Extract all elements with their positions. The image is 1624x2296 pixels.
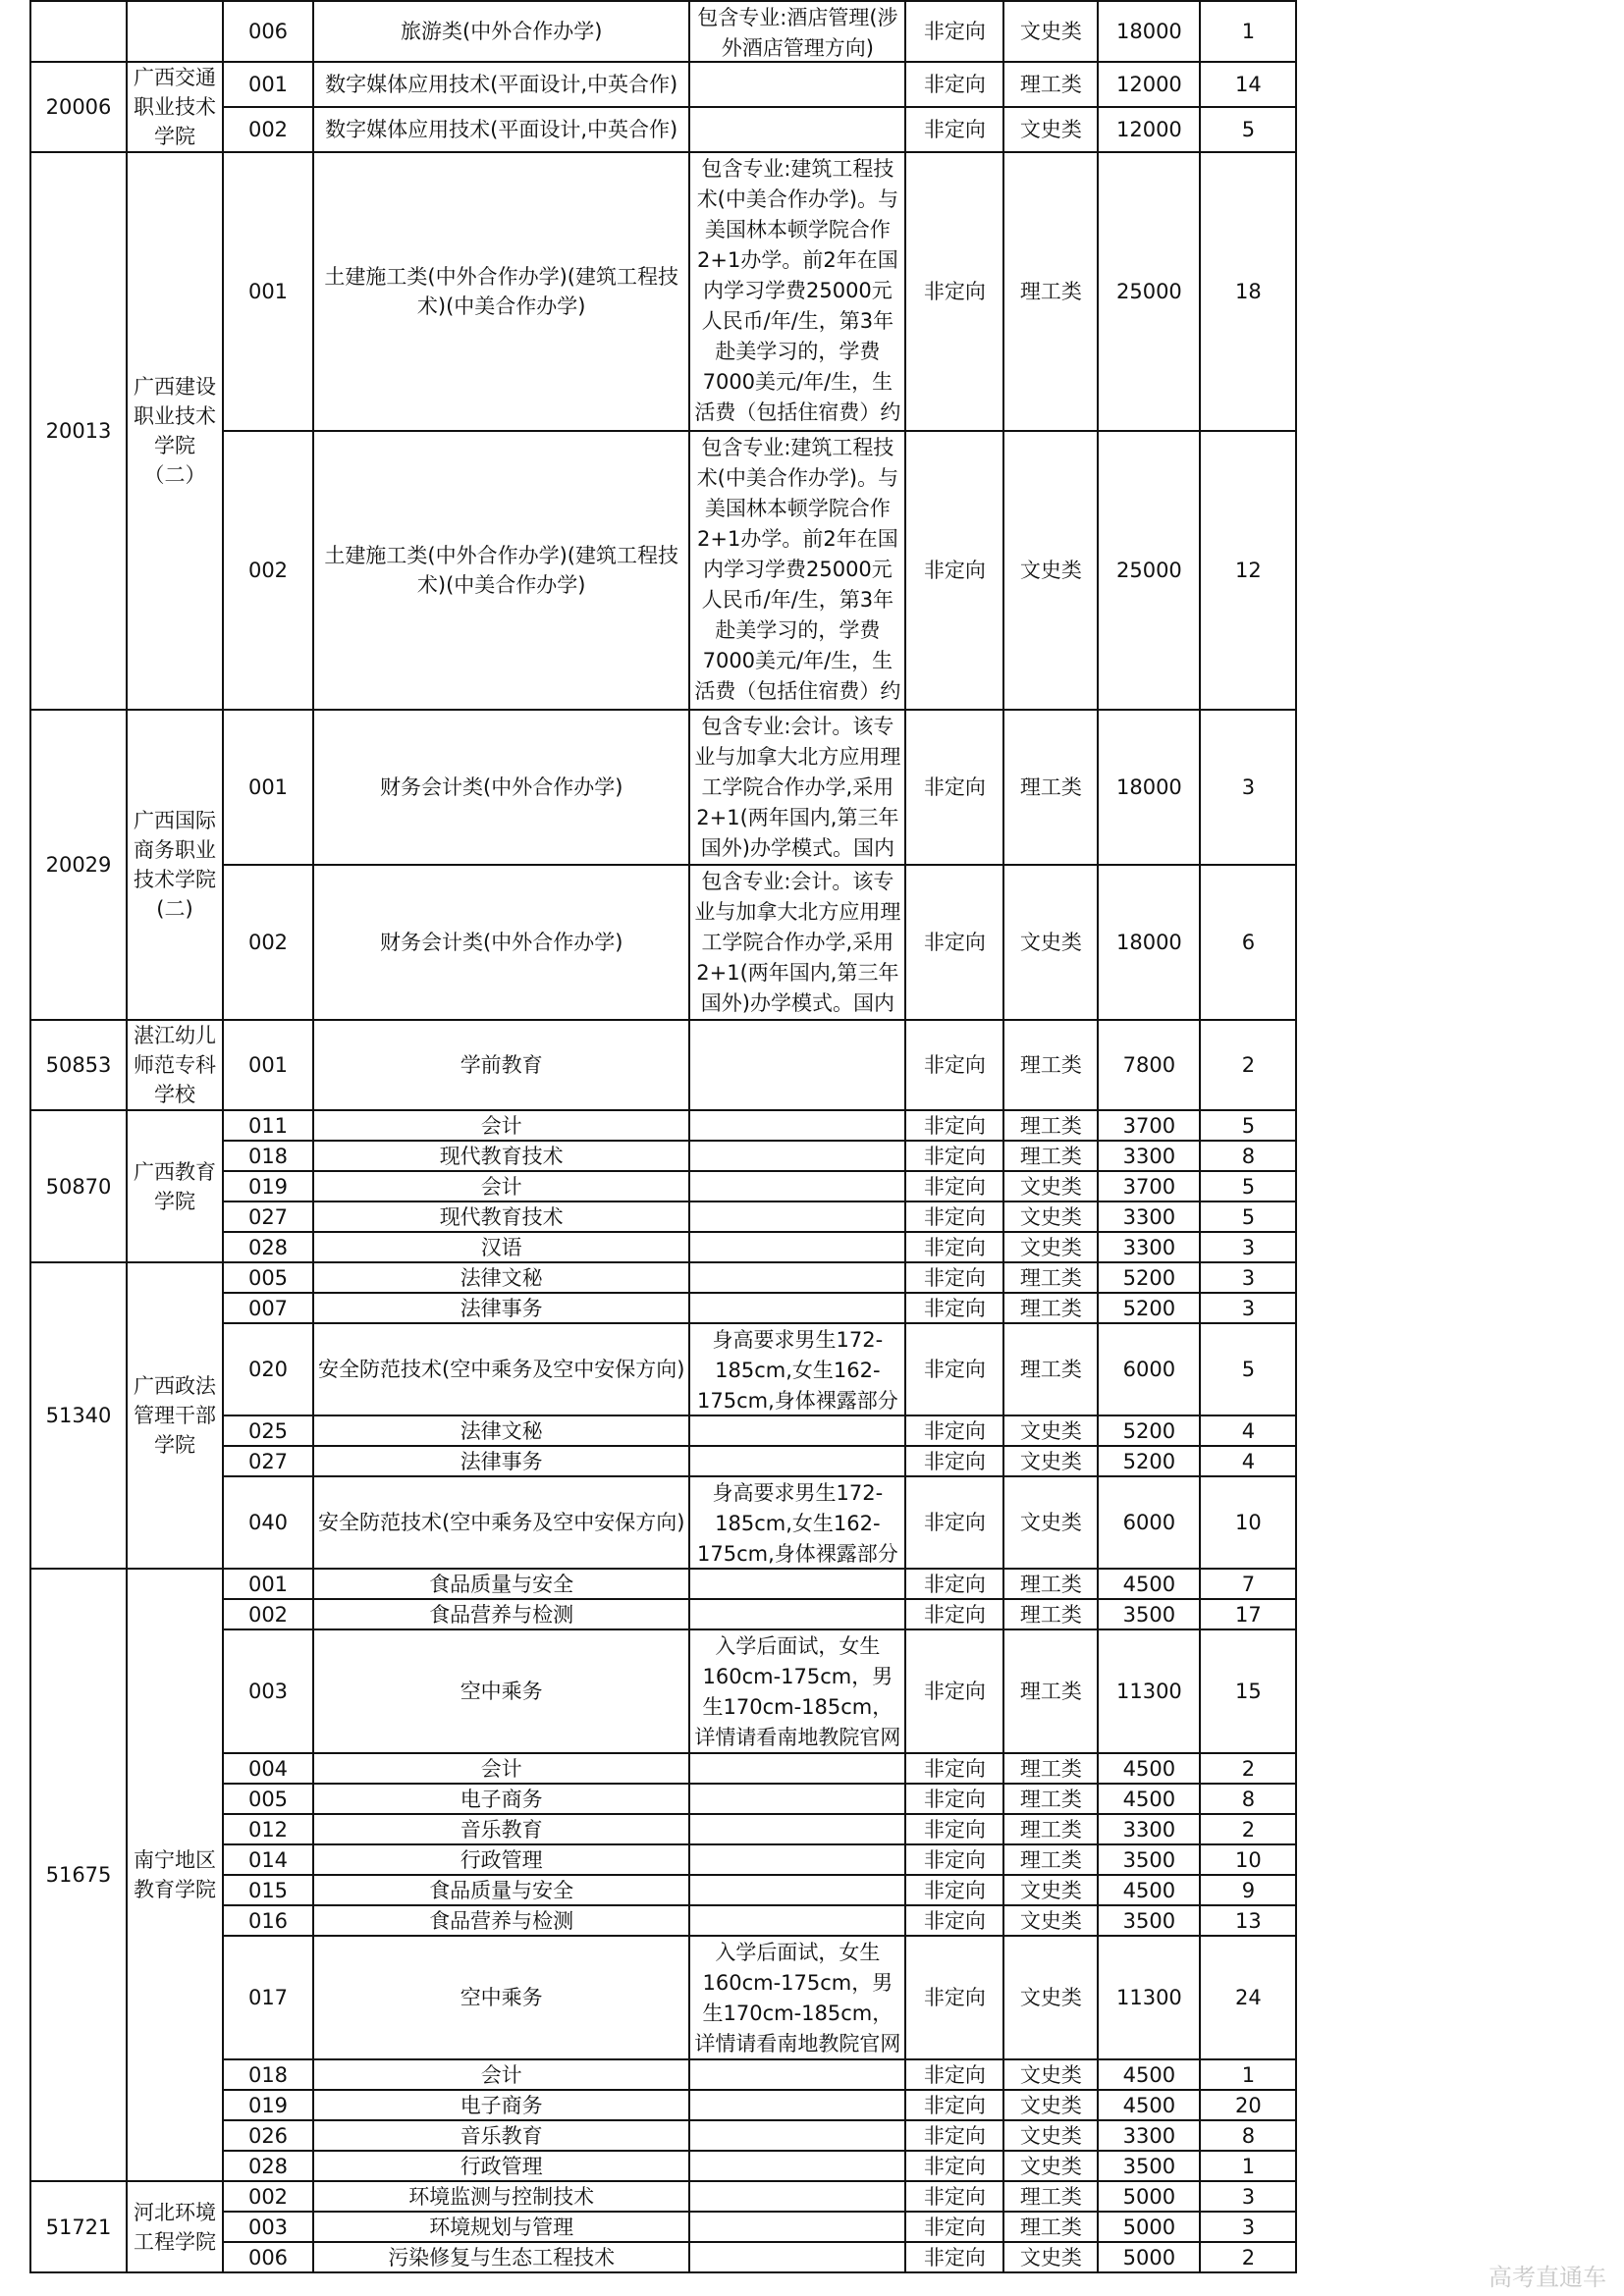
- note-cell: [689, 2242, 905, 2272]
- institution-name: [127, 1, 223, 62]
- table-row: [30, 1110, 1296, 1141]
- category: 文史类: [1003, 1201, 1098, 1232]
- note-cell: [689, 1814, 905, 1844]
- category: 文史类: [1003, 1905, 1098, 1936]
- major-code: 011: [223, 1110, 313, 1141]
- tuition-fee: 3300: [1098, 1141, 1200, 1171]
- tuition-fee: 11300: [1098, 1629, 1200, 1753]
- tuition-fee: 3700: [1098, 1110, 1200, 1141]
- major-code: 016: [223, 1905, 313, 1936]
- note-cell: [689, 1905, 905, 1936]
- institution-name: 广西政法管理干部学院: [127, 1262, 223, 1569]
- major-name: 安全防范技术(空中乘务及空中安保方向): [313, 1323, 689, 1415]
- major-name: 电子商务: [313, 2090, 689, 2120]
- major-name: 现代教育技术: [313, 1141, 689, 1171]
- note-cell: [689, 1875, 905, 1905]
- tuition-fee: 6000: [1098, 1476, 1200, 1569]
- tuition-fee: 3500: [1098, 1599, 1200, 1629]
- category: 文史类: [1003, 1171, 1098, 1201]
- table-row: [30, 1020, 1296, 1110]
- category: 理工类: [1003, 710, 1098, 865]
- tuition-fee: 25000: [1098, 152, 1200, 431]
- major-name: 法律文秘: [313, 1415, 689, 1446]
- institution-name: 湛江幼儿师范专科学校: [127, 1020, 223, 1110]
- tuition-fee: 4500: [1098, 2059, 1200, 2090]
- enrollment-count: 1: [1200, 2059, 1296, 2090]
- enrollment-count: 10: [1200, 1476, 1296, 1569]
- major-name: 会计: [313, 1110, 689, 1141]
- major-name: 行政管理: [313, 1844, 689, 1875]
- major-name: 财务会计类(中外合作办学): [313, 710, 689, 865]
- category: 理工类: [1003, 1569, 1098, 1599]
- major-code: 003: [223, 1629, 313, 1753]
- major-name: 环境监测与控制技术: [313, 2181, 689, 2212]
- major-code: 020: [223, 1323, 313, 1415]
- major-code: 001: [223, 152, 313, 431]
- direction: 非定向: [905, 1446, 1003, 1476]
- note-cell: [689, 2090, 905, 2120]
- category: 文史类: [1003, 1415, 1098, 1446]
- tuition-fee: 4500: [1098, 1753, 1200, 1784]
- note-cell: [689, 1323, 905, 1415]
- note-text: 入学后面试，女生160cm-175cm，男生170cm-185cm，详情请看南地教院官网: [694, 1634, 901, 1749]
- note-text: 包含专业:酒店管理(涉外酒店管理方向): [697, 6, 898, 60]
- institution-code: 51340: [30, 1262, 127, 1569]
- tuition-fee: 3700: [1098, 1171, 1200, 1201]
- note-cell: [689, 1784, 905, 1814]
- major-code: 014: [223, 1844, 313, 1875]
- direction: 非定向: [905, 2181, 1003, 2212]
- institution-code: 51675: [30, 1569, 127, 2181]
- major-name: 学前教育: [313, 1020, 689, 1110]
- direction: 非定向: [905, 1232, 1003, 1262]
- tuition-fee: 5200: [1098, 1446, 1200, 1476]
- category: 理工类: [1003, 1599, 1098, 1629]
- enrollment-count: 3: [1200, 1262, 1296, 1293]
- major-code: 015: [223, 1875, 313, 1905]
- table-row: [30, 1569, 1296, 1599]
- tuition-fee: 6000: [1098, 1323, 1200, 1415]
- major-name: 电子商务: [313, 1784, 689, 1814]
- major-code: 006: [223, 2242, 313, 2272]
- direction: 非定向: [905, 1875, 1003, 1905]
- category: 文史类: [1003, 1875, 1098, 1905]
- tuition-fee: 7800: [1098, 1020, 1200, 1110]
- major-code: 003: [223, 2212, 313, 2242]
- note-cell: [689, 2212, 905, 2242]
- enrollment-count: 10: [1200, 1844, 1296, 1875]
- direction: 非定向: [905, 1141, 1003, 1171]
- note-cell: [689, 1753, 905, 1784]
- enrollment-count: 13: [1200, 1905, 1296, 1936]
- category: 文史类: [1003, 107, 1098, 152]
- tuition-fee: 3500: [1098, 1844, 1200, 1875]
- major-name: 汉语: [313, 1232, 689, 1262]
- note-cell: [689, 431, 905, 710]
- tuition-fee: 18000: [1098, 1, 1200, 62]
- note-cell: [689, 152, 905, 431]
- direction: 非定向: [905, 2120, 1003, 2151]
- note-cell: [689, 107, 905, 152]
- enrollment-count: 8: [1200, 1784, 1296, 1814]
- tuition-fee: 4500: [1098, 1784, 1200, 1814]
- institution-code: 20029: [30, 710, 127, 1020]
- note-cell: [689, 1629, 905, 1753]
- major-code: 002: [223, 865, 313, 1020]
- enrollment-count: 20: [1200, 2090, 1296, 2120]
- institution-name: 广西教育学院: [127, 1110, 223, 1262]
- enrollment-count: 5: [1200, 1323, 1296, 1415]
- enrollment-count: 1: [1200, 1, 1296, 62]
- category: 文史类: [1003, 2242, 1098, 2272]
- major-name: 数字媒体应用技术(平面设计,中英合作): [313, 62, 689, 107]
- category: 理工类: [1003, 1629, 1098, 1753]
- major-code: 002: [223, 2181, 313, 2212]
- table-row: [30, 1, 1296, 62]
- major-name: 数字媒体应用技术(平面设计,中英合作): [313, 107, 689, 152]
- major-code: 028: [223, 1232, 313, 1262]
- category: 文史类: [1003, 1232, 1098, 1262]
- major-code: 027: [223, 1201, 313, 1232]
- note-cell: [689, 1293, 905, 1323]
- enrollment-count: 15: [1200, 1629, 1296, 1753]
- enrollment-count: 8: [1200, 1141, 1296, 1171]
- enrollment-count: 18: [1200, 152, 1296, 431]
- category: 文史类: [1003, 2120, 1098, 2151]
- category: 文史类: [1003, 2090, 1098, 2120]
- institution-code: 20006: [30, 62, 127, 152]
- institution-code: 50870: [30, 1110, 127, 1262]
- category: 文史类: [1003, 1936, 1098, 2059]
- enrollment-count: 17: [1200, 1599, 1296, 1629]
- note-cell: [689, 1599, 905, 1629]
- major-name: 食品营养与检测: [313, 1905, 689, 1936]
- tuition-fee: 5000: [1098, 2181, 1200, 2212]
- category: 文史类: [1003, 1476, 1098, 1569]
- note-cell: [689, 1476, 905, 1569]
- category: 理工类: [1003, 1753, 1098, 1784]
- note-cell: [689, 1844, 905, 1875]
- category: 理工类: [1003, 152, 1098, 431]
- category: 理工类: [1003, 1323, 1098, 1415]
- note-cell: [689, 865, 905, 1020]
- enrollment-count: 9: [1200, 1875, 1296, 1905]
- tuition-fee: 3300: [1098, 1232, 1200, 1262]
- direction: 非定向: [905, 1110, 1003, 1141]
- major-name: 行政管理: [313, 2151, 689, 2181]
- major-name: 会计: [313, 2059, 689, 2090]
- direction: 非定向: [905, 1629, 1003, 1753]
- major-code: 001: [223, 62, 313, 107]
- direction: 非定向: [905, 1201, 1003, 1232]
- note-cell: [689, 1110, 905, 1141]
- major-name: 污染修复与生态工程技术: [313, 2242, 689, 2272]
- note-cell: [689, 1232, 905, 1262]
- enrollment-count: 3: [1200, 2212, 1296, 2242]
- note-cell: [689, 1936, 905, 2059]
- table-row: [30, 710, 1296, 865]
- note-text: 入学后面试，女生160cm-175cm，男生170cm-185cm，详情请看南地教院官网: [694, 1941, 901, 2056]
- tuition-fee: 3500: [1098, 1905, 1200, 1936]
- major-name: 会计: [313, 1171, 689, 1201]
- note-cell: [689, 1020, 905, 1110]
- category: 文史类: [1003, 865, 1098, 1020]
- enrollment-count: 5: [1200, 107, 1296, 152]
- tuition-fee: 11300: [1098, 1936, 1200, 2059]
- category: 文史类: [1003, 2059, 1098, 2090]
- major-code: 012: [223, 1814, 313, 1844]
- tuition-fee: 3500: [1098, 2151, 1200, 2181]
- major-code: 019: [223, 1171, 313, 1201]
- enrollment-count: 3: [1200, 1293, 1296, 1323]
- enrollment-count: 3: [1200, 2181, 1296, 2212]
- direction: 非定向: [905, 1476, 1003, 1569]
- enrollment-count: 2: [1200, 1753, 1296, 1784]
- enrollment-count: 6: [1200, 865, 1296, 1020]
- direction: 非定向: [905, 1293, 1003, 1323]
- major-code: 005: [223, 1262, 313, 1293]
- tuition-fee: 12000: [1098, 62, 1200, 107]
- category: 文史类: [1003, 1, 1098, 62]
- note-cell: [689, 1201, 905, 1232]
- institution-name: 广西交通职业技术学院: [127, 62, 223, 152]
- tuition-fee: 5000: [1098, 2212, 1200, 2242]
- tuition-fee: 3300: [1098, 1814, 1200, 1844]
- note-cell: [689, 1, 905, 62]
- major-code: 019: [223, 2090, 313, 2120]
- note-cell: [689, 2120, 905, 2151]
- enrollment-count: 14: [1200, 62, 1296, 107]
- direction: 非定向: [905, 107, 1003, 152]
- note-text: 包含专业:建筑工程技术(中美合作办学)。与美国林本顿学院合作2+1办学。前2年在国内学习学费25000元人民币/年/生，第3年赴美学习的，学费7000美元/年/生，生活费（包括住宿费）约: [694, 157, 901, 424]
- note-cell: [689, 2059, 905, 2090]
- tuition-fee: 4500: [1098, 2090, 1200, 2120]
- note-text: 身高要求男生172-185cm,女生162-175cm,身体裸露部分: [697, 1328, 898, 1413]
- major-name: 食品质量与安全: [313, 1875, 689, 1905]
- major-code: 017: [223, 1936, 313, 2059]
- enrollment-count: 2: [1200, 1814, 1296, 1844]
- category: 理工类: [1003, 1020, 1098, 1110]
- direction: 非定向: [905, 1905, 1003, 1936]
- major-name: 现代教育技术: [313, 1201, 689, 1232]
- major-code: 026: [223, 2120, 313, 2151]
- major-name: 音乐教育: [313, 1814, 689, 1844]
- direction: 非定向: [905, 1262, 1003, 1293]
- major-code: 002: [223, 1599, 313, 1629]
- direction: 非定向: [905, 710, 1003, 865]
- major-code: 001: [223, 1569, 313, 1599]
- tuition-fee: 5200: [1098, 1293, 1200, 1323]
- major-code: 001: [223, 710, 313, 865]
- note-cell: [689, 2181, 905, 2212]
- tuition-fee: 3300: [1098, 2120, 1200, 2151]
- note-cell: [689, 1141, 905, 1171]
- enrollment-count: 3: [1200, 1232, 1296, 1262]
- major-name: 环境规划与管理: [313, 2212, 689, 2242]
- enrollment-table: [29, 0, 1297, 2273]
- note-cell: [689, 1262, 905, 1293]
- direction: 非定向: [905, 1599, 1003, 1629]
- institution-name: 广西国际商务职业技术学院(二): [127, 710, 223, 1020]
- major-name: 法律事务: [313, 1446, 689, 1476]
- direction: 非定向: [905, 1569, 1003, 1599]
- direction: 非定向: [905, 1753, 1003, 1784]
- institution-code: 51721: [30, 2181, 127, 2272]
- tuition-fee: 25000: [1098, 431, 1200, 710]
- major-name: 空中乘务: [313, 1629, 689, 1753]
- tuition-fee: 4500: [1098, 1875, 1200, 1905]
- major-code: 018: [223, 2059, 313, 2090]
- enrollment-count: 4: [1200, 1446, 1296, 1476]
- major-code: 002: [223, 107, 313, 152]
- direction: 非定向: [905, 1171, 1003, 1201]
- category: 理工类: [1003, 1293, 1098, 1323]
- category: 文史类: [1003, 431, 1098, 710]
- direction: 非定向: [905, 1415, 1003, 1446]
- enrollment-count: 2: [1200, 2242, 1296, 2272]
- major-code: 007: [223, 1293, 313, 1323]
- major-code: 005: [223, 1784, 313, 1814]
- note-text: 包含专业:会计。该专业与加拿大北方应用理工学院合作办学,采用2+1(两年国内,第三年国外)办学模式。国内: [694, 870, 901, 1015]
- table-row: [30, 1262, 1296, 1293]
- category: 理工类: [1003, 1784, 1098, 1814]
- table-row: [30, 62, 1296, 107]
- major-name: 法律事务: [313, 1293, 689, 1323]
- direction: 非定向: [905, 62, 1003, 107]
- category: 文史类: [1003, 2151, 1098, 2181]
- category: 理工类: [1003, 2181, 1098, 2212]
- enrollment-count: 1: [1200, 2151, 1296, 2181]
- institution-name: 河北环境工程学院: [127, 2181, 223, 2272]
- category: 理工类: [1003, 1110, 1098, 1141]
- direction: 非定向: [905, 2212, 1003, 2242]
- enrollment-table-sheet: [29, 0, 1297, 2273]
- major-name: 空中乘务: [313, 1936, 689, 2059]
- tuition-fee: 5200: [1098, 1415, 1200, 1446]
- enrollment-count: 4: [1200, 1415, 1296, 1446]
- tuition-fee: 3300: [1098, 1201, 1200, 1232]
- enrollment-count: 8: [1200, 2120, 1296, 2151]
- enrollment-count: 7: [1200, 1569, 1296, 1599]
- direction: 非定向: [905, 1323, 1003, 1415]
- direction: 非定向: [905, 2059, 1003, 2090]
- major-name: 土建施工类(中外合作办学)(建筑工程技术)(中美合作办学): [313, 152, 689, 431]
- tuition-fee: 18000: [1098, 710, 1200, 865]
- category: 文史类: [1003, 1446, 1098, 1476]
- institution-name: 南宁地区教育学院: [127, 1569, 223, 2181]
- direction: 非定向: [905, 865, 1003, 1020]
- major-code: 028: [223, 2151, 313, 2181]
- major-name: 会计: [313, 1753, 689, 1784]
- direction: 非定向: [905, 1814, 1003, 1844]
- category: 理工类: [1003, 2212, 1098, 2242]
- institution-code: [30, 1, 127, 62]
- major-name: 财务会计类(中外合作办学): [313, 865, 689, 1020]
- direction: 非定向: [905, 152, 1003, 431]
- note-cell: [689, 1569, 905, 1599]
- note-cell: [689, 1446, 905, 1476]
- major-name: 安全防范技术(空中乘务及空中安保方向): [313, 1476, 689, 1569]
- major-code: 027: [223, 1446, 313, 1476]
- major-code: 001: [223, 1020, 313, 1110]
- major-name: 音乐教育: [313, 2120, 689, 2151]
- major-code: 004: [223, 1753, 313, 1784]
- enrollment-count: 5: [1200, 1110, 1296, 1141]
- note-text: 身高要求男生172-185cm,女生162-175cm,身体裸露部分: [697, 1481, 898, 1566]
- tuition-fee: 18000: [1098, 865, 1200, 1020]
- table-row: [30, 152, 1296, 431]
- major-code: 006: [223, 1, 313, 62]
- tuition-fee: 4500: [1098, 1569, 1200, 1599]
- enrollment-count: 3: [1200, 710, 1296, 865]
- major-code: 002: [223, 431, 313, 710]
- major-code: 018: [223, 1141, 313, 1171]
- direction: 非定向: [905, 2090, 1003, 2120]
- direction: 非定向: [905, 1936, 1003, 2059]
- major-code: 025: [223, 1415, 313, 1446]
- enrollment-count: 5: [1200, 1201, 1296, 1232]
- direction: 非定向: [905, 431, 1003, 710]
- direction: 非定向: [905, 2151, 1003, 2181]
- tuition-fee: 5200: [1098, 1262, 1200, 1293]
- category: 理工类: [1003, 1262, 1098, 1293]
- institution-code: 50853: [30, 1020, 127, 1110]
- enrollment-count: 5: [1200, 1171, 1296, 1201]
- note-cell: [689, 1171, 905, 1201]
- institution-code: 20013: [30, 152, 127, 710]
- category: 理工类: [1003, 62, 1098, 107]
- major-name: 旅游类(中外合作办学): [313, 1, 689, 62]
- note-text: 包含专业:建筑工程技术(中美合作办学)。与美国林本顿学院合作2+1办学。前2年在国内学习学费25000元人民币/年/生，第3年赴美学习的，学费7000美元/年/生，生活费（包括住宿费）约: [694, 436, 901, 703]
- category: 理工类: [1003, 1814, 1098, 1844]
- enrollment-count: 12: [1200, 431, 1296, 710]
- direction: 非定向: [905, 2242, 1003, 2272]
- major-name: 食品质量与安全: [313, 1569, 689, 1599]
- tuition-fee: 5000: [1098, 2242, 1200, 2272]
- category: 理工类: [1003, 1844, 1098, 1875]
- tuition-fee: 12000: [1098, 107, 1200, 152]
- note-cell: [689, 62, 905, 107]
- major-name: 土建施工类(中外合作办学)(建筑工程技术)(中美合作办学): [313, 431, 689, 710]
- enrollment-count: 2: [1200, 1020, 1296, 1110]
- enrollment-count: 24: [1200, 1936, 1296, 2059]
- direction: 非定向: [905, 1020, 1003, 1110]
- table-row: [30, 2181, 1296, 2212]
- major-code: 040: [223, 1476, 313, 1569]
- note-text: 包含专业:会计。该专业与加拿大北方应用理工学院合作办学,采用2+1(两年国内,第三年国外)办学模式。国内: [694, 715, 901, 860]
- institution-name: 广西建设职业技术学院（二）: [127, 152, 223, 710]
- direction: 非定向: [905, 1844, 1003, 1875]
- direction: 非定向: [905, 1784, 1003, 1814]
- watermark: 高考直通车: [1489, 2264, 1606, 2291]
- note-cell: [689, 710, 905, 865]
- major-name: 法律文秘: [313, 1262, 689, 1293]
- direction: 非定向: [905, 1, 1003, 62]
- category: 理工类: [1003, 1141, 1098, 1171]
- major-name: 食品营养与检测: [313, 1599, 689, 1629]
- note-cell: [689, 2151, 905, 2181]
- note-cell: [689, 1415, 905, 1446]
